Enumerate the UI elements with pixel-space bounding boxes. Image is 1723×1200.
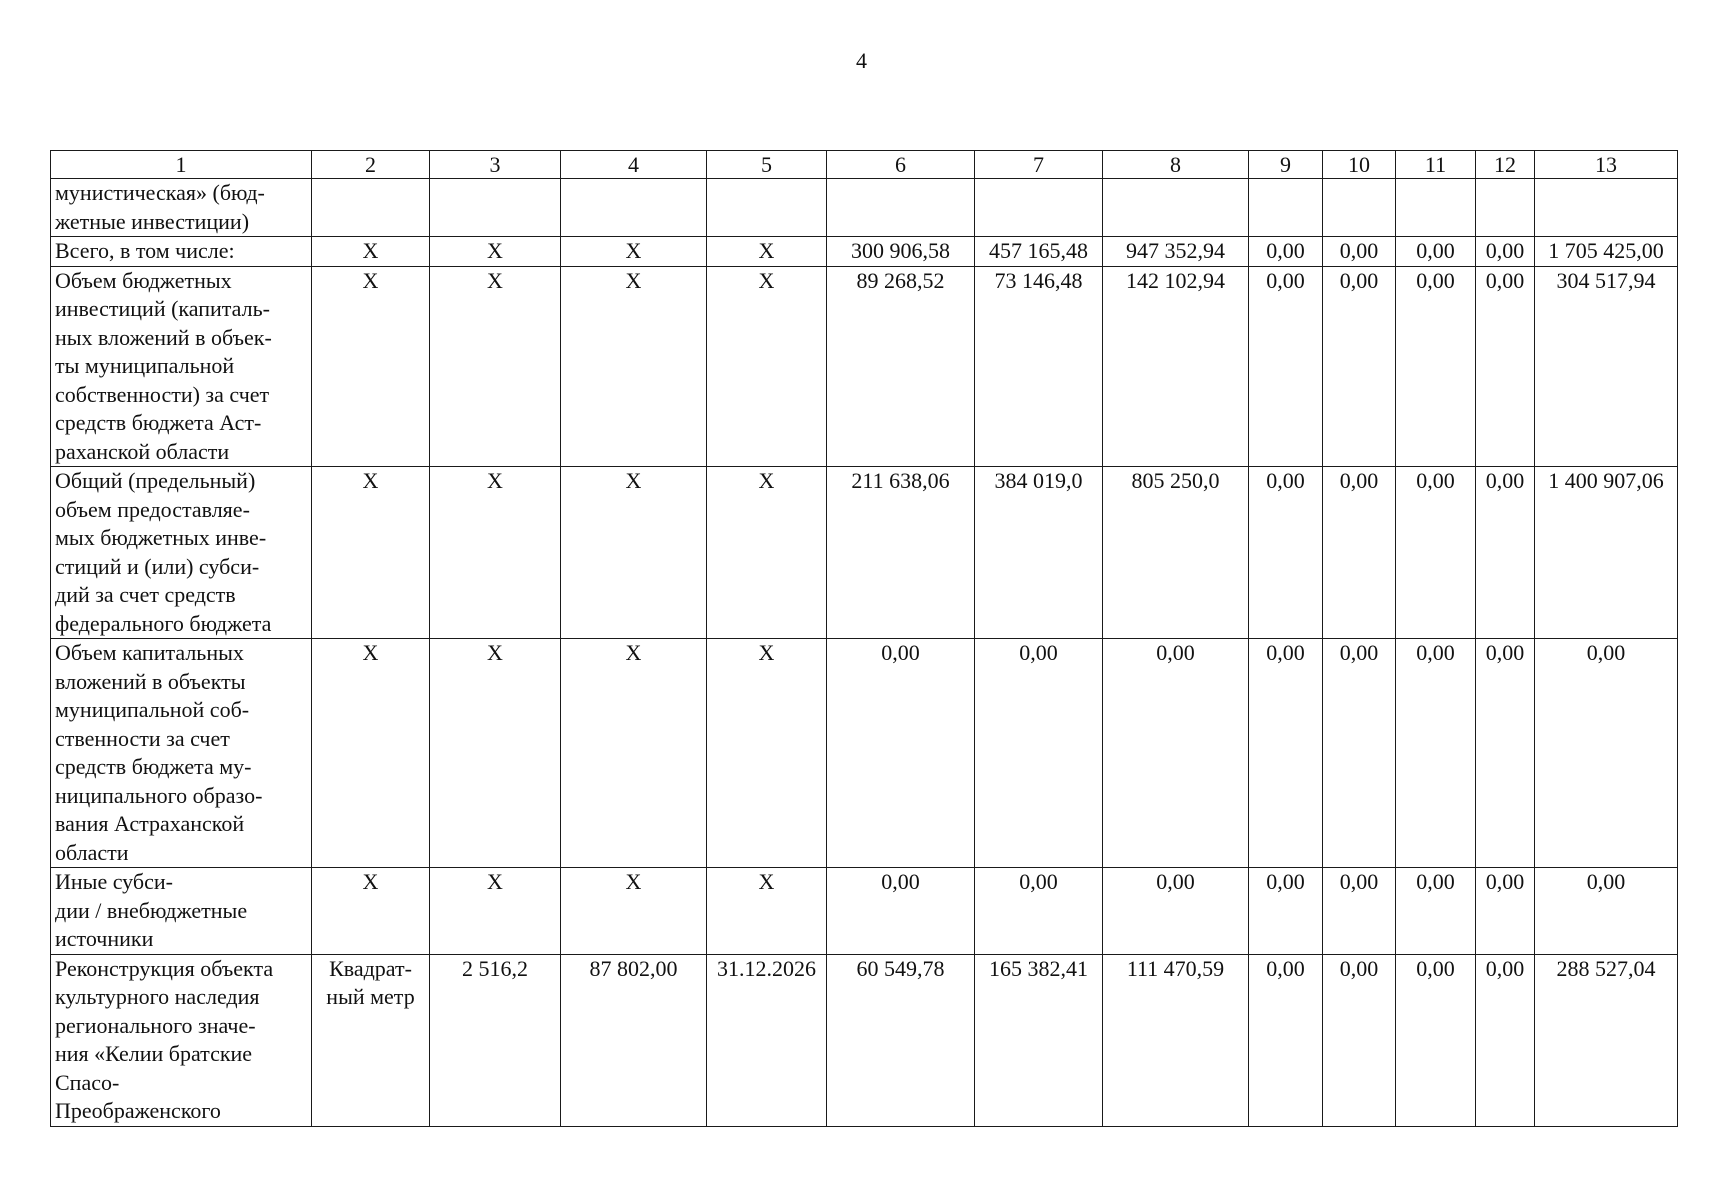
row-name-cell	[51, 179, 312, 237]
table-row	[51, 868, 1678, 955]
header-cell: 11	[1396, 151, 1476, 179]
value-cell: 0,00	[1249, 868, 1323, 955]
value-cell: 304 517,94	[1535, 266, 1678, 467]
value-cell: X	[430, 467, 561, 639]
value-cell: 0,00	[1249, 266, 1323, 467]
value-cell: X	[707, 868, 827, 955]
value-cell: 0,00	[1476, 639, 1535, 868]
table-row	[51, 467, 1678, 639]
row-name-line: регионального значе-	[55, 1012, 256, 1038]
header-cell: 13	[1535, 151, 1678, 179]
value-cell: 0,00	[1103, 639, 1249, 868]
table-row	[51, 179, 1678, 237]
row-name-cell	[51, 868, 312, 955]
unit-line: ный метр	[326, 984, 415, 1009]
value-cell	[1396, 179, 1476, 237]
table-row	[51, 266, 1678, 467]
value-cell	[1249, 179, 1323, 237]
value-cell	[430, 179, 561, 237]
value-cell: 73 146,48	[975, 266, 1103, 467]
value-cell: X	[561, 266, 707, 467]
value-cell: X	[430, 266, 561, 467]
header-cell: 8	[1103, 151, 1249, 179]
value-cell: 0,00	[1396, 954, 1476, 1126]
row-name-line: средств бюджета му-	[55, 754, 252, 779]
column-number-row	[51, 151, 1678, 179]
value-cell: 0,00	[1396, 868, 1476, 955]
value-cell: 60 549,78	[827, 954, 975, 1126]
value-cell: X	[707, 266, 827, 467]
value-cell: X	[312, 868, 430, 955]
header-cell: 2	[312, 151, 430, 179]
value-cell	[561, 179, 707, 237]
value-cell	[1535, 179, 1678, 237]
table-row	[51, 954, 1678, 1126]
value-cell: 142 102,94	[1103, 266, 1249, 467]
value-cell: 457 165,48	[975, 237, 1103, 267]
header-cell: 5	[707, 151, 827, 179]
row-name-line: стиций и (или) субси-	[55, 553, 260, 579]
value-cell	[707, 179, 827, 237]
value-cell: 0,00	[1249, 639, 1323, 868]
row-name-line: Преображенского	[55, 1098, 221, 1123]
value-cell: 2 516,2	[430, 954, 561, 1126]
header-cell: 7	[975, 151, 1103, 179]
value-cell: X	[430, 639, 561, 868]
header-cell: 4	[561, 151, 707, 179]
row-name-line: области	[55, 839, 129, 865]
value-cell: 0,00	[1249, 954, 1323, 1126]
header-cell: 6	[827, 151, 975, 179]
value-cell: 0,00	[1396, 639, 1476, 868]
value-cell: 0,00	[1323, 266, 1396, 467]
row-name-line: вания Астраханской	[55, 811, 245, 836]
header-cell: 3	[430, 151, 561, 179]
value-cell	[827, 179, 975, 237]
value-cell: X	[312, 237, 430, 267]
value-cell: 1 400 907,06	[1535, 467, 1678, 639]
value-cell: X	[312, 639, 430, 868]
value-cell: 0,00	[1249, 237, 1323, 267]
value-cell: X	[561, 237, 707, 267]
value-cell: 0,00	[1396, 467, 1476, 639]
row-name-line: Иные субси-	[55, 869, 173, 894]
value-cell: 0,00	[1396, 237, 1476, 267]
value-cell: 0,00	[975, 639, 1103, 868]
value-cell: 0,00	[1476, 954, 1535, 1126]
row-name-line: жетные инвестиции)	[55, 208, 250, 234]
value-cell: 0,00	[1323, 639, 1396, 868]
value-cell: 0,00	[975, 868, 1103, 955]
row-name-line: мунистическая» (бюд-	[55, 180, 265, 205]
row-name-line: дии / внебюджетные	[55, 897, 248, 923]
value-cell: X	[430, 237, 561, 267]
row-name-line: федерального бюджета	[55, 610, 272, 636]
value-cell: 0,00	[827, 639, 975, 868]
unit-cell	[312, 954, 430, 1126]
row-name-line: собственности) за счет	[55, 381, 270, 407]
row-name-cell	[51, 954, 312, 1126]
row-name-line: вложений в объекты	[55, 668, 246, 694]
value-cell: 87 802,00	[561, 954, 707, 1126]
value-cell	[1323, 179, 1396, 237]
row-name-line: ты муниципальной	[55, 353, 235, 378]
row-name-line: Объем бюджетных	[55, 267, 232, 293]
row-name-line: культурного наследия	[55, 984, 260, 1009]
value-cell: 0,00	[1323, 868, 1396, 955]
row-name-line: Реконструкция объекта	[55, 955, 274, 981]
row-name-line: источники	[55, 926, 154, 951]
value-cell: 211 638,06	[827, 467, 975, 639]
value-cell: 0,00	[1476, 237, 1535, 267]
value-cell: 288 527,04	[1535, 954, 1678, 1126]
row-name-cell	[51, 266, 312, 467]
row-name-line: мых бюджетных инве-	[55, 525, 267, 550]
table-row	[51, 237, 1678, 267]
row-name-line: средств бюджета Аст-	[55, 410, 262, 435]
row-name-cell	[51, 639, 312, 868]
value-cell	[975, 179, 1103, 237]
value-cell: 947 352,94	[1103, 237, 1249, 267]
row-name-cell	[51, 237, 312, 267]
value-cell: 0,00	[1535, 868, 1678, 955]
row-name-line: инвестиций (капиталь-	[55, 296, 270, 321]
value-cell: X	[561, 639, 707, 868]
row-name-line: ных вложений в объек-	[55, 324, 272, 350]
row-name-line: муниципальной соб-	[55, 697, 250, 722]
value-cell: 300 906,58	[827, 237, 975, 267]
value-cell: X	[561, 467, 707, 639]
header-cell: 1	[51, 151, 312, 179]
value-cell: 0,00	[1103, 868, 1249, 955]
value-cell: 0,00	[827, 868, 975, 955]
value-cell: 111 470,59	[1103, 954, 1249, 1126]
value-cell: 0,00	[1323, 954, 1396, 1126]
value-cell: 384 019,0	[975, 467, 1103, 639]
value-cell: 165 382,41	[975, 954, 1103, 1126]
unit-line: Квадрат-	[329, 955, 412, 981]
value-cell: 0,00	[1476, 266, 1535, 467]
page-number: 4	[856, 48, 867, 73]
row-name-line: Всего, в том числе:	[55, 238, 235, 263]
value-cell: X	[312, 467, 430, 639]
value-cell: 0,00	[1323, 467, 1396, 639]
value-cell: 805 250,0	[1103, 467, 1249, 639]
row-name-line: раханской области	[55, 438, 230, 464]
header-cell: 12	[1476, 151, 1535, 179]
row-name-line: Объем капитальных	[55, 640, 244, 665]
value-cell: 0,00	[1535, 639, 1678, 868]
value-cell: X	[707, 237, 827, 267]
value-cell: X	[430, 868, 561, 955]
table-row	[51, 639, 1678, 868]
header-cell: 9	[1249, 151, 1323, 179]
row-name-line: дий за счет средств	[55, 582, 236, 607]
value-cell: 0,00	[1323, 237, 1396, 267]
value-cell: 1 705 425,00	[1535, 237, 1678, 267]
value-cell: 0,00	[1476, 467, 1535, 639]
row-name-cell	[51, 467, 312, 639]
value-cell: 0,00	[1476, 868, 1535, 955]
value-cell: 0,00	[1396, 266, 1476, 467]
value-cell: X	[707, 639, 827, 868]
budget-investment-table	[50, 150, 1678, 1127]
value-cell: X	[707, 467, 827, 639]
row-name-line: Спасо-	[55, 1069, 120, 1095]
value-cell: X	[561, 868, 707, 955]
value-cell	[1476, 179, 1535, 237]
row-name-line: Общий (предельный)	[55, 468, 256, 493]
header-cell: 10	[1323, 151, 1396, 179]
row-name-line: объем предоставляе-	[55, 496, 250, 522]
row-name-line: ния «Келии братские	[55, 1041, 253, 1066]
value-cell: 0,00	[1249, 467, 1323, 639]
value-cell: X	[312, 266, 430, 467]
value-cell	[312, 179, 430, 237]
value-cell: 89 268,52	[827, 266, 975, 467]
value-cell	[1103, 179, 1249, 237]
value-cell: 31.12.2026	[707, 954, 827, 1126]
row-name-line: ственности за счет	[55, 725, 230, 751]
row-name-line: ниципального образо-	[55, 782, 263, 808]
